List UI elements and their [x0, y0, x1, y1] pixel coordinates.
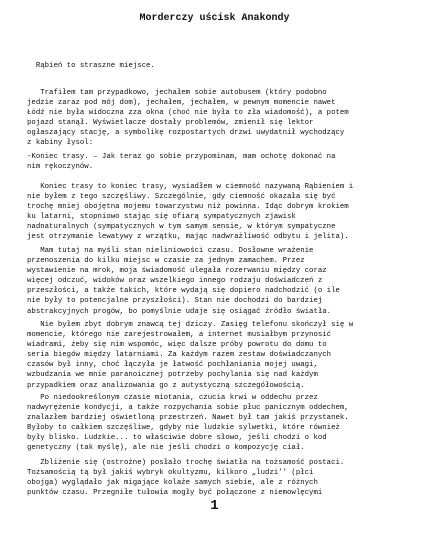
paragraph-6: Nie byłem zbyt dobrym znawcą tej dziczy. Zasięg telefonu skończył się w momencie, którego nie zarejestrowałem, a internet musiałbym przynosić wiadrami, żeby się nim wspomóc, więc dalsze próby powrotu do domu to seria biegów między latarniami. Za każdym razem zestaw doświadczanych czasów był inny, choć łączyła je łatwość pochłaniania mojej uwagi, wzbudzania we mnie paranoicznej potrzeby pochylania się nad każdym przypadkiem oraz analizowania go z autystyczną szczegółowością. [27, 321, 354, 390]
document-title: Morderczy uścisk Anakondy [139, 13, 290, 24]
paragraph-3: -Koniec trasy. – Jak teraz go sobie przypominam, mam ochotę dokonać na nim rękoczynów. [27, 153, 336, 172]
page-number: 1 [210, 498, 219, 514]
paragraph-4: Koniec trasy to koniec trasy, wysiadłem w ciemność nazywaną Rąbieniem i nie byłem z tego szczęśliwy. Szczególnie, gdy ciemność okazała się być trochę mniej obojętna mojemu towarzystwu niż powinna. Idąc dobrym krokiem ku latarni, stopniowo stając się ofiarą sympatycznych zjawisk nadnaturalnych (sympatycznych w tym samym sensie, w którym sympatyczne jest otrzymanie lewatywy z wrzątku, mając nadwrażliwość odbytu i jelita). [27, 183, 354, 242]
paragraph-8: Zbliżenie się (ostrożne) posłało trochę światła na tożsamość postaci. Tożsamością tą był jakiś wybryk okultyzmu, kilkoro „ludzi’’ (płci obojga) wyglądało jak migające kolaże samych siebie, ale z różnych punktów czasu. Przegniłe tułowia mogły być połączone z niemowlęcymi [27, 459, 345, 498]
paragraph-2: Trafiłem tam przypadkowo, jechałem sobie autobusem (który podobno jedzie zaraz pod mój dom), jechałem, jechałem, w pewnym momencie nawet Łódź nie była widoczna zza okna (choć nie była to zła wiadomość), a potem pojazd stanął. Wyświetlacze dostały problemów, zmienił się lektor ogłaszający stację, a symbolikę rozpostartych drzwi uwydatnił wychodzący z kabiny łysol: [27, 89, 349, 148]
paragraph-7: Po niedookreślonym czasie miotania, czucia krwi w oddechu przez nadwyrężenie kondycji, a także rozpychania sobie płuc panicznym oddechem, znalazłem bardziej oświetloną przestrzeń. Nawet był tam jakiś przystanek. Byłoby to całkiem szczęśliwe, gdyby nie ludzkie sylwetki, które również były blisko. Ludzkie... to właściwie dobre słowo, jeśli chodzi o kod genetyczny (tak myślę), ale nie jeśli chodzi o kompozycję ciał. [27, 394, 349, 453]
paragraph-1: Rąbień to straszne miejsce. [27, 62, 155, 70]
paragraph-5: Mam tutaj na myśli stan nieliniowości czasu. Dosłowne wrażenie przenoszenia do kilku miejsc w czasie za jednym zamachem. Przez wystawienie na mrok, moja świadomość ulegała rozerwaniu między coraz więcej odczuć, widoków oraz wszelkiego innego rodzaju doświadczeń z przeszłości, a także takich, które wydają się dopiero nadchodzić (o ile nie były to potencjalne przyszłości). Stan nie dochodzi do bardziej abstrakcyjnych progów, bo pomyślnie udaje się osiągać źródło światła. [27, 247, 340, 316]
